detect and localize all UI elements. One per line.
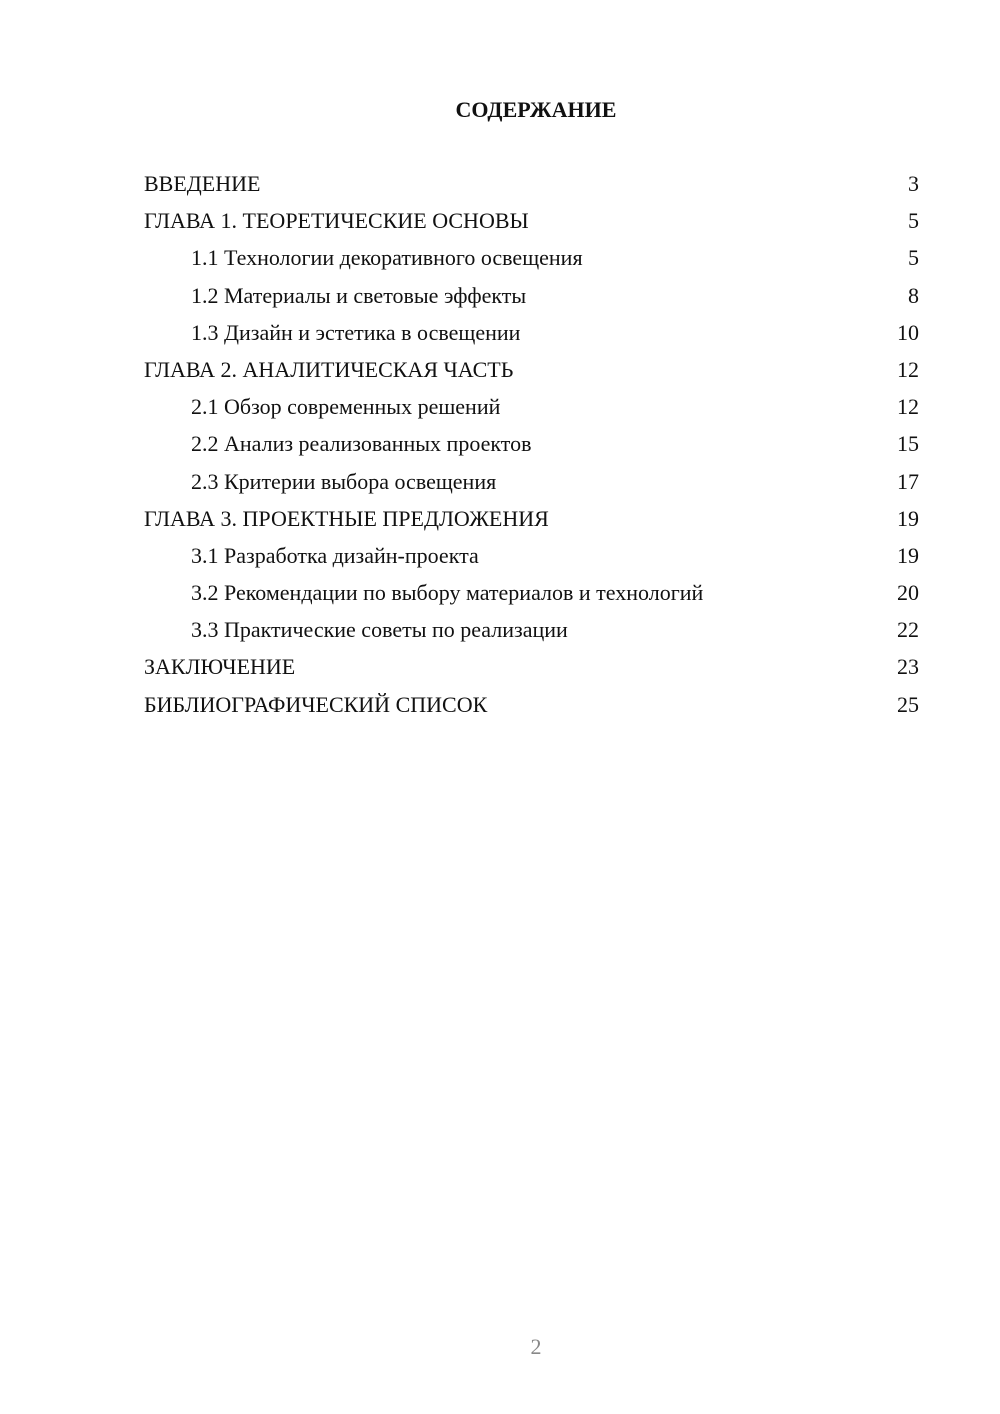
toc-entry-page: 12 [897, 394, 919, 420]
toc-entry-label: 3.1 Разработка дизайн-проекта [191, 542, 479, 568]
toc-entry[interactable] [144, 505, 919, 542]
toc-entry-label: 3.2 Рекомендации по выбору материалов и технологий [191, 580, 704, 606]
toc-subentry[interactable] [144, 579, 919, 616]
table-of-contents [144, 170, 919, 728]
toc-entry[interactable] [144, 356, 919, 393]
toc-entry-page: 8 [908, 282, 919, 308]
toc-entry[interactable] [144, 207, 919, 244]
toc-title: СОДЕРЖАНИЕ [455, 97, 617, 122]
toc-entry-label: 2.3 Критерии выбора освещения [191, 468, 497, 494]
toc-entry-label: 2.1 Обзор современных решений [191, 394, 501, 420]
toc-entry-label: ВВЕДЕНИЕ [144, 171, 261, 196]
toc-subentry[interactable] [144, 616, 919, 653]
toc-subentry[interactable] [144, 430, 919, 467]
toc-entry-label: ГЛАВА 1. ТЕОРЕТИЧЕСКИЕ ОСНОВЫ [144, 208, 529, 234]
toc-entry-page: 10 [897, 319, 919, 345]
toc-entry-label: 1.1 Технологии декоративного освещения [191, 245, 583, 271]
toc-entry-label: ГЛАВА 2. АНАЛИТИЧЕСКАЯ ЧАСТЬ [144, 356, 514, 382]
toc-entry-label: ЗАКЛЮЧЕНИЕ [144, 654, 296, 680]
toc-entry-label: 3.3 Практические советы по реализации [191, 617, 568, 643]
toc-entry-page: 22 [897, 617, 919, 643]
toc-entry-page: 5 [908, 208, 919, 234]
toc-subentry[interactable] [144, 244, 919, 281]
toc-subentry[interactable] [144, 468, 919, 505]
toc-subentry[interactable] [144, 542, 919, 579]
toc-entry-label: 1.2 Материалы и световые эффекты [191, 282, 527, 308]
toc-subentry[interactable] [144, 393, 919, 430]
toc-subentry[interactable] [144, 282, 919, 319]
toc-entry-page: 17 [897, 468, 919, 494]
toc-entry[interactable] [144, 653, 919, 690]
toc-entry-page: 25 [897, 691, 919, 717]
toc-entry-page: 23 [897, 654, 919, 680]
toc-entry-page: 20 [897, 580, 919, 606]
toc-entry-label: 2.2 Анализ реализованных проектов [191, 431, 532, 457]
toc-entry[interactable] [144, 170, 919, 207]
toc-entry-label: 1.3 Дизайн и эстетика в освещении [191, 319, 521, 345]
page-number: 2 [530, 1334, 542, 1359]
toc-entry-page: 12 [897, 356, 919, 382]
toc-entry-page: 3 [908, 171, 919, 196]
toc-entry-page: 19 [897, 542, 919, 568]
toc-entry-page: 19 [897, 505, 919, 531]
toc-entry-page: 5 [908, 245, 919, 271]
toc-subentry[interactable] [144, 319, 919, 356]
toc-entry[interactable] [144, 691, 919, 728]
toc-entry-page: 15 [897, 431, 919, 457]
toc-entry-label: БИБЛИОГРАФИЧЕСКИЙ СПИСОК [144, 691, 488, 717]
toc-entry-label: ГЛАВА 3. ПРОЕКТНЫЕ ПРЕДЛОЖЕНИЯ [144, 505, 549, 531]
